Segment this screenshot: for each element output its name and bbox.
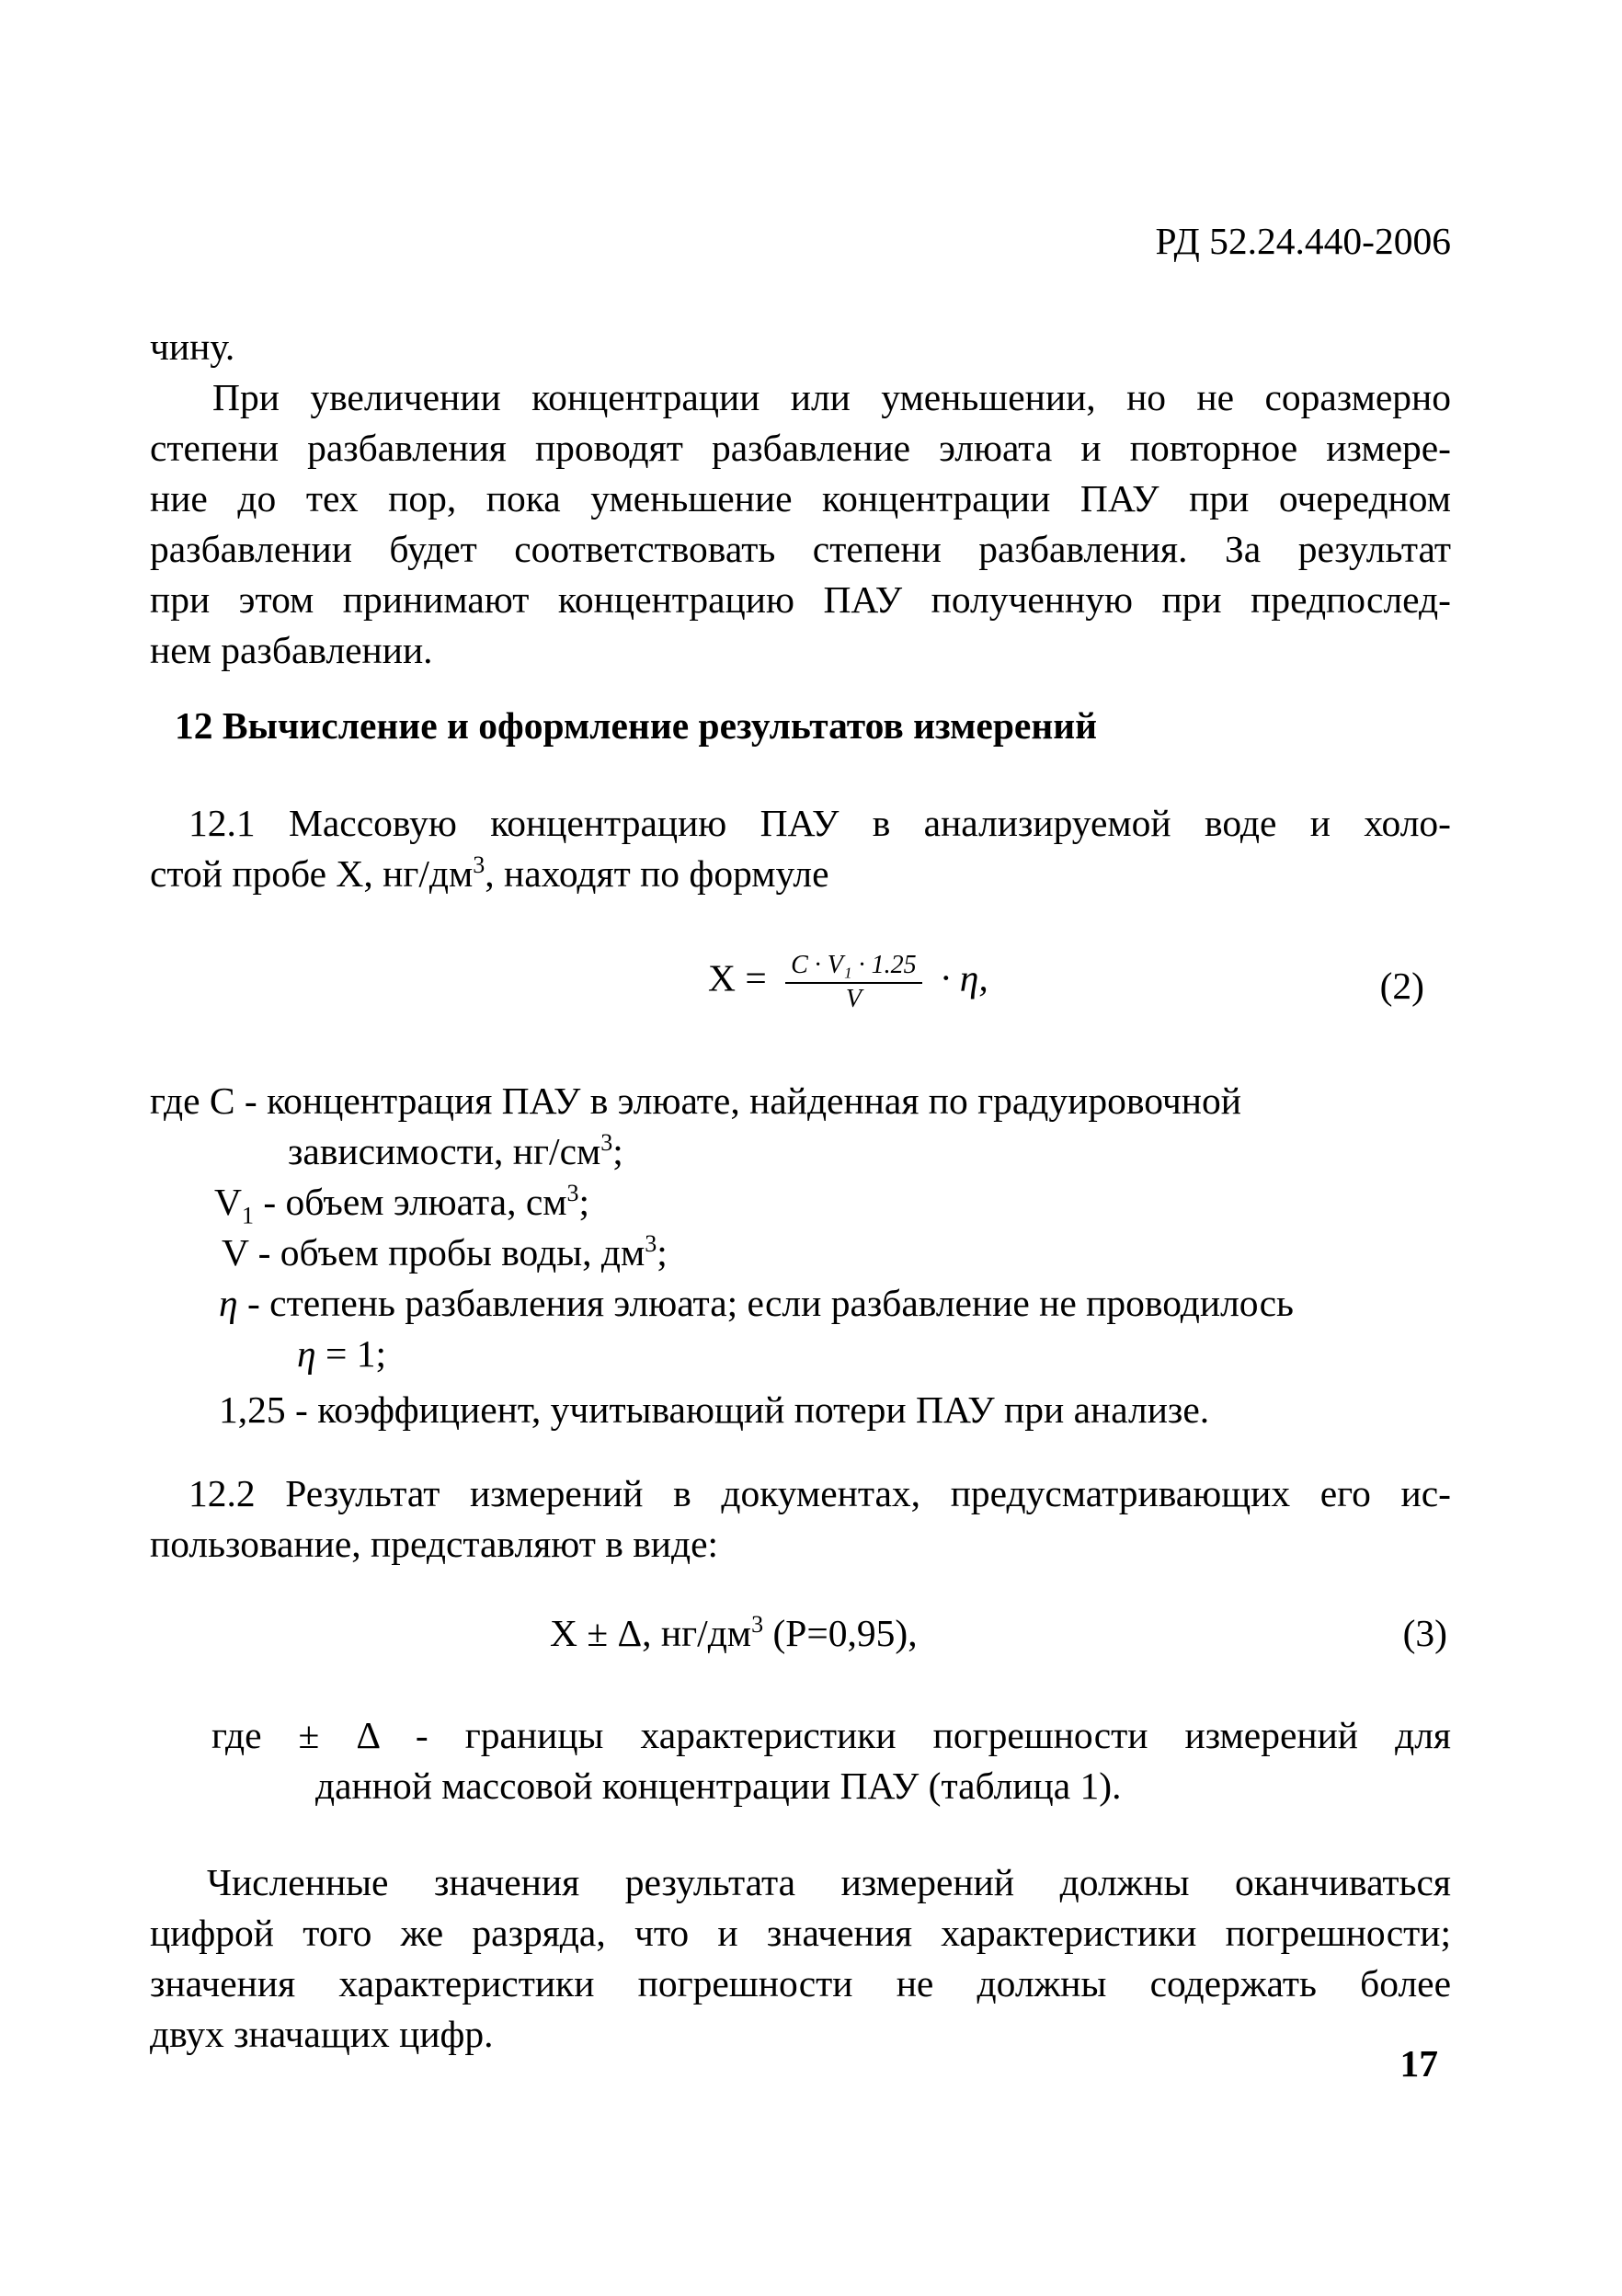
equation-number-3: (3) [1402, 1612, 1447, 1654]
formula-lhs: X = [708, 956, 767, 1000]
text-line: где ± Δ - границы характеристики погрешности измерений для [211, 1714, 1451, 1756]
paragraph-final [150, 1857, 1451, 2060]
text-run: ; [612, 1130, 623, 1172]
text-line: данной массовой концентрации ПАУ (таблица 1). [315, 1765, 1122, 1807]
paragraph-12-1 [150, 798, 1451, 899]
text-run: , находят по формуле [485, 852, 829, 895]
superscript: 3 [473, 851, 485, 879]
where-list [150, 1076, 1474, 1435]
formula-2 [708, 949, 988, 1015]
where-item-eta-cont [150, 1329, 1474, 1379]
symbol-eta: η [297, 1332, 316, 1375]
paragraph-dilution [150, 372, 1451, 676]
text-line: степени разбавления проводят разбавление элюата и повторное измере- [150, 427, 1451, 469]
text-run: ; [578, 1181, 590, 1223]
paragraph-12-2 [150, 1468, 1451, 1570]
where-item-c: где C - концентрация ПАУ в элюате, найденная по градуировочной [150, 1079, 1241, 1122]
text-run: зависимости, нг/см [288, 1130, 601, 1172]
text-line: двух значащих цифр. [150, 2013, 494, 2055]
where-item-coefficient: 1,25 - коэффициент, учитывающий потери ПАУ при анализе. [219, 1388, 1210, 1431]
equation-number-2: (2) [1379, 965, 1424, 1007]
text-line: цифрой того же разряда, что и значения характеристики погрешности; [150, 1912, 1451, 1954]
page-number: 17 [1399, 2042, 1438, 2085]
text-run: - объем элюата, см [253, 1181, 567, 1223]
text-run: ; [657, 1231, 668, 1274]
text-line: 12.2 Результат измерений в документах, предусматривающих его ис- [188, 1472, 1451, 1514]
symbol-eta: η [219, 1282, 238, 1324]
formula-tail: · η, [941, 956, 988, 1000]
symbol-v: V [214, 1181, 242, 1223]
text-line: значения характеристики погрешности не должны содержать более [150, 1962, 1451, 2005]
text-line: разбавлении будет соответствовать степени разбавления. За результат [150, 528, 1451, 570]
formula-fraction [785, 949, 922, 1015]
text-line: При увеличении концентрации или уменьшении, но не соразмерно [212, 376, 1451, 418]
fraction-denominator: V [845, 985, 862, 1013]
where-item-v [150, 1228, 1474, 1278]
text-run: - степень разбавления элюата; если разбавление не проводилось [237, 1282, 1294, 1324]
where-delta [211, 1710, 1451, 1811]
text-run: V - объем пробы воды, дм [222, 1231, 645, 1274]
text-line: 12.1 Массовую концентрацию ПАУ в анализируемой воде и холо- [188, 802, 1451, 844]
text-line: нем разбавлении. [150, 629, 433, 671]
text-run: стой пробе X, нг/дм [150, 852, 474, 895]
superscript: 3 [600, 1129, 613, 1157]
text-line: Численные значения результата измерений должны оканчиваться [207, 1861, 1451, 1903]
text-line: при этом принимают концентрацию ПАУ полученную при предпослед- [150, 578, 1451, 621]
document-code: РД 52.24.440-2006 [1155, 220, 1451, 262]
where-item-eta [150, 1278, 1474, 1329]
text-run: = 1; [315, 1332, 387, 1375]
superscript: 3 [645, 1230, 657, 1258]
text-run: X ± Δ, нг/дм [550, 1612, 752, 1654]
subscript: 1 [241, 1202, 254, 1229]
superscript: 3 [751, 1611, 764, 1639]
fraction-numerator: C · V₁ · 1.25 [785, 949, 922, 984]
section-heading: 12 Вычисление и оформление результатов измерений [175, 704, 1098, 747]
text-line [150, 849, 1451, 899]
where-item-v1 [150, 1177, 1474, 1228]
superscript: 3 [566, 1180, 579, 1207]
text-line: ние до тех пор, пока уменьшение концентрации ПАУ при очередном [150, 477, 1451, 520]
intro-fragment: чину. [150, 326, 235, 368]
where-item-c-cont [150, 1126, 1474, 1177]
formula-3 [550, 1611, 918, 1655]
text-line: пользование, представляют в виде: [150, 1523, 719, 1565]
text-run: (Р=0,95), [763, 1612, 918, 1654]
